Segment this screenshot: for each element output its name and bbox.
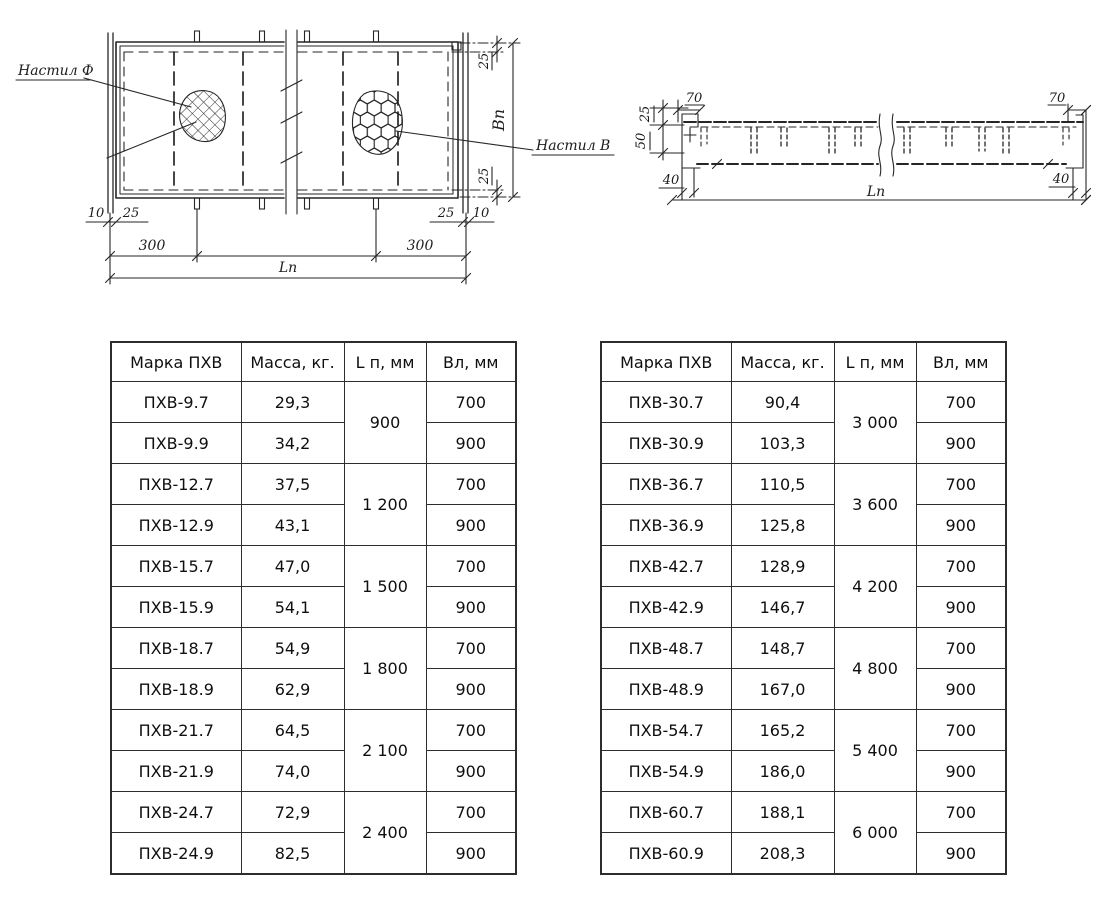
side-break-line <box>879 114 895 176</box>
cell-mass: 54,9 <box>241 628 344 669</box>
leader-lines <box>16 78 614 158</box>
cell-length: 4 800 <box>834 628 916 710</box>
cell-width: 900 <box>426 505 516 546</box>
table-row <box>601 587 1006 628</box>
cell-mass: 188,1 <box>731 792 834 833</box>
dim-label: 70 <box>685 91 703 106</box>
dim-label: Lп <box>278 260 298 276</box>
dim-label: 10 <box>87 206 105 221</box>
cell-width: 700 <box>426 628 516 669</box>
cell-mass: 90,4 <box>731 382 834 423</box>
cell-mark: ПХВ-15.9 <box>111 587 241 628</box>
cell-mass: 128,9 <box>731 546 834 587</box>
cell-mass: 125,8 <box>731 505 834 546</box>
cell-mass: 82,5 <box>241 833 344 875</box>
plan-break-line <box>281 30 302 214</box>
side-view <box>634 91 1091 205</box>
table-row <box>111 833 516 875</box>
cell-width: 700 <box>426 546 516 587</box>
cell-mark: ПХВ-48.7 <box>601 628 731 669</box>
cell-mass: 54,1 <box>241 587 344 628</box>
plan-panel-outline <box>116 42 461 198</box>
cell-mass: 29,3 <box>241 382 344 423</box>
cell-width: 900 <box>916 751 1006 792</box>
cell-mark: ПХВ-36.7 <box>601 464 731 505</box>
table-row <box>111 505 516 546</box>
table-row <box>111 546 516 587</box>
cell-mark: ПХВ-60.7 <box>601 792 731 833</box>
table-row <box>111 751 516 792</box>
plan-side-rails <box>108 33 468 213</box>
dim-label: 10 <box>472 206 490 221</box>
cell-width: 900 <box>916 587 1006 628</box>
cell-mass: 208,3 <box>731 833 834 875</box>
cell-width: 700 <box>916 546 1006 587</box>
deck-f-hatched-area <box>180 91 226 142</box>
cell-width: 900 <box>916 669 1006 710</box>
cell-length: 2 400 <box>344 792 426 875</box>
dim-label: 25 <box>437 206 455 221</box>
cell-mass: 34,2 <box>241 423 344 464</box>
cell-mass: 148,7 <box>731 628 834 669</box>
table-row <box>601 546 1006 587</box>
cell-mass: 47,0 <box>241 546 344 587</box>
side-dimensions <box>634 91 1091 205</box>
table-row <box>601 710 1006 751</box>
table-row <box>111 628 516 669</box>
table-row <box>111 669 516 710</box>
dim-label: 25 <box>477 52 492 70</box>
dim-label: 300 <box>138 238 166 254</box>
cell-length: 6 000 <box>834 792 916 875</box>
dim-label: 40 <box>1052 172 1070 187</box>
cell-width: 900 <box>916 423 1006 464</box>
cell-length: 2 100 <box>344 710 426 792</box>
cell-mark: ПХВ-30.9 <box>601 423 731 464</box>
table-row <box>111 792 516 833</box>
column-header: Вл, мм <box>916 342 1006 382</box>
cell-mass: 110,5 <box>731 464 834 505</box>
cell-length: 5 400 <box>834 710 916 792</box>
table-row <box>111 464 516 505</box>
plan-view <box>16 30 614 284</box>
table-row <box>601 792 1006 833</box>
spec-table-left <box>110 341 517 875</box>
cell-mass: 186,0 <box>731 751 834 792</box>
column-header: Масса, кг. <box>241 342 344 382</box>
dim-label: 300 <box>406 238 434 254</box>
table-header-row <box>601 342 1006 382</box>
cell-width: 700 <box>426 382 516 423</box>
column-header: L п, мм <box>344 342 426 382</box>
table-row <box>111 587 516 628</box>
deck-v-label: Настил В <box>536 138 611 154</box>
cell-mass: 72,9 <box>241 792 344 833</box>
cell-width: 700 <box>426 710 516 751</box>
cell-mass: 62,9 <box>241 669 344 710</box>
table-row <box>111 710 516 751</box>
cell-width: 900 <box>426 833 516 875</box>
table-row <box>601 423 1006 464</box>
table-row <box>111 423 516 464</box>
side-beam-outline <box>682 114 1083 169</box>
cell-length: 4 200 <box>834 546 916 628</box>
column-header: L п, мм <box>834 342 916 382</box>
cell-width: 900 <box>426 423 516 464</box>
table-row <box>601 628 1006 669</box>
cell-mark: ПХВ-30.7 <box>601 382 731 423</box>
cell-width: 900 <box>426 669 516 710</box>
cell-mark: ПХВ-15.7 <box>111 546 241 587</box>
table-row <box>601 464 1006 505</box>
cell-width: 700 <box>916 710 1006 751</box>
cell-mark: ПХВ-54.9 <box>601 751 731 792</box>
cell-length: 1 500 <box>344 546 426 628</box>
cell-mass: 64,5 <box>241 710 344 751</box>
cell-length: 1 200 <box>344 464 426 546</box>
dim-label: 25 <box>638 105 653 123</box>
table-row <box>111 382 516 423</box>
cell-mass: 43,1 <box>241 505 344 546</box>
cell-mass: 146,7 <box>731 587 834 628</box>
dim-label: 40 <box>662 173 680 188</box>
cell-mark: ПХВ-21.7 <box>111 710 241 751</box>
cell-width: 900 <box>426 587 516 628</box>
cell-mark: ПХВ-60.9 <box>601 833 731 875</box>
table-row <box>601 505 1006 546</box>
cell-length: 1 800 <box>344 628 426 710</box>
table-row <box>601 833 1006 875</box>
cell-mass: 167,0 <box>731 669 834 710</box>
dim-label: Lп <box>866 184 886 200</box>
cell-mass: 74,0 <box>241 751 344 792</box>
table-header-row <box>111 342 516 382</box>
deck-f-label: Настил Ф <box>18 63 94 79</box>
cell-mark: ПХВ-9.9 <box>111 423 241 464</box>
cell-mark: ПХВ-9.7 <box>111 382 241 423</box>
plan-dimensions <box>86 36 520 284</box>
cell-mass: 37,5 <box>241 464 344 505</box>
cell-width: 700 <box>426 464 516 505</box>
cell-width: 900 <box>916 505 1006 546</box>
cell-mark: ПХВ-48.9 <box>601 669 731 710</box>
cell-mass: 103,3 <box>731 423 834 464</box>
cell-length: 900 <box>344 382 426 464</box>
cell-mark: ПХВ-42.7 <box>601 546 731 587</box>
column-header: Вл, мм <box>426 342 516 382</box>
dim-label: 25 <box>477 167 492 185</box>
cell-mark: ПХВ-18.7 <box>111 628 241 669</box>
engineering-drawing <box>0 0 1119 315</box>
cell-width: 700 <box>916 628 1006 669</box>
cell-mark: ПХВ-18.9 <box>111 669 241 710</box>
table-row <box>601 382 1006 423</box>
cell-length: 3 000 <box>834 382 916 464</box>
dim-label: 25 <box>122 206 140 221</box>
cell-mass: 165,2 <box>731 710 834 751</box>
cell-mark: ПХВ-42.9 <box>601 587 731 628</box>
cell-width: 700 <box>916 382 1006 423</box>
spec-table-right <box>600 341 1007 875</box>
dim-label: Вп <box>489 108 508 132</box>
table-row <box>601 751 1006 792</box>
dim-label: 50 <box>634 132 649 150</box>
cell-mark: ПХВ-24.9 <box>111 833 241 875</box>
column-header: Масса, кг. <box>731 342 834 382</box>
cell-width: 900 <box>916 833 1006 875</box>
cell-length: 3 600 <box>834 464 916 546</box>
dim-label: 70 <box>1048 91 1066 106</box>
cell-width: 900 <box>426 751 516 792</box>
column-header: Марка ПХВ <box>111 342 241 382</box>
cell-mark: ПХВ-36.9 <box>601 505 731 546</box>
cell-width: 700 <box>916 792 1006 833</box>
table-row <box>601 669 1006 710</box>
cell-mark: ПХВ-12.7 <box>111 464 241 505</box>
cell-width: 700 <box>916 464 1006 505</box>
cell-mark: ПХВ-21.9 <box>111 751 241 792</box>
cell-mark: ПХВ-12.9 <box>111 505 241 546</box>
cell-mark: ПХВ-54.7 <box>601 710 731 751</box>
column-header: Марка ПХВ <box>601 342 731 382</box>
cell-mark: ПХВ-24.7 <box>111 792 241 833</box>
cell-width: 700 <box>426 792 516 833</box>
deck-v-hatched-area <box>352 91 402 154</box>
